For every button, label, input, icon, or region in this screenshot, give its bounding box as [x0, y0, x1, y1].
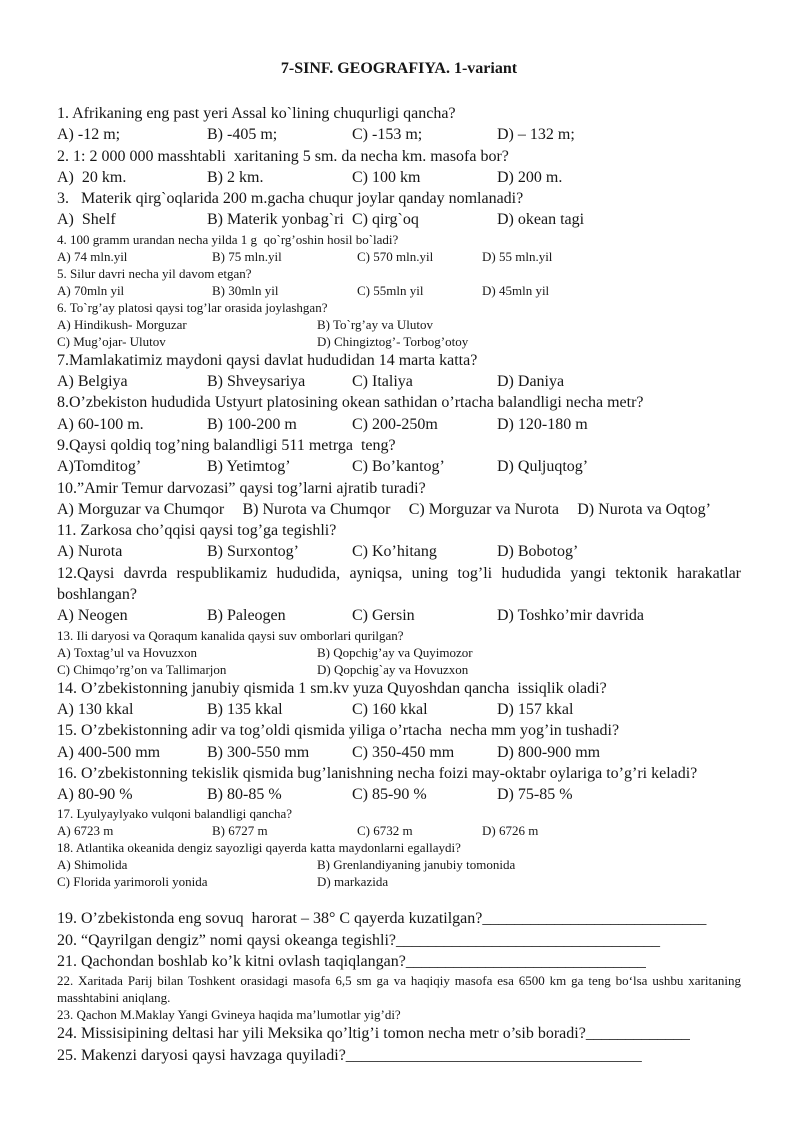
- option-C: C) 350-450 mm: [352, 743, 455, 761]
- options-row: [57, 456, 741, 477]
- option-A: A) Nurota: [57, 543, 123, 561]
- option-C: C) 200-250m: [352, 415, 438, 433]
- question-block: [57, 972, 741, 1006]
- option-B: B) Yetimtog’: [207, 458, 291, 476]
- options-row: [57, 371, 741, 392]
- option-A: A) 130 kkal: [57, 700, 134, 718]
- option-C: C) 570 mln.yil: [357, 248, 434, 264]
- option-D: D) Nurota va Oqtog’: [577, 500, 711, 518]
- question-block: [57, 1006, 741, 1023]
- option-D: D) 120-180 m: [497, 415, 588, 433]
- options-row: [57, 282, 741, 299]
- option-D: D) Chingiztog’- Torbog’otoy: [317, 333, 469, 349]
- question-text: 24. Missisipining deltasi har yili Meksika qo’ltig’i tomon necha metr o’sib boradi?_____________: [57, 1025, 690, 1043]
- options-row: [57, 784, 741, 805]
- question-text: 22. Xaritada Parij bilan Toshkent orasidagi masofa 6,5 sm ga va haqiqiy masofa esa 6500 km ga teng bo‘lsa ushbu xaritaning masshtabini aniqlang.: [57, 973, 741, 1006]
- question-block: [57, 188, 741, 231]
- option-D: D) Bobotog’: [497, 543, 579, 561]
- option-B: B) Qopchig’ay va Quyimozor: [317, 644, 473, 660]
- question-text: 4. 100 gramm urandan necha yilda 1 g qo`rg’oshin hosil bo`ladi?: [57, 231, 399, 247]
- question-block: [57, 763, 741, 806]
- question-block: [57, 520, 741, 563]
- option-A: A) 80-90 %: [57, 786, 133, 804]
- question-block: [57, 350, 741, 393]
- option-D: D) 55 mln.yil: [482, 248, 553, 264]
- option-D: D) 6726 m: [482, 823, 539, 839]
- option-C: C) -153 m;: [352, 126, 423, 144]
- question-block: [57, 392, 741, 435]
- question-text: 8.O’zbekiston hududida Ustyurt platosining okean sathidan o’rtacha balandligi necha metr?: [57, 394, 644, 412]
- option-C: C) 85-90 %: [352, 786, 427, 804]
- option-D: D) Toshko’mir davrida: [497, 607, 644, 625]
- option-C: C) 55mln yil: [357, 282, 424, 298]
- option-D: D) – 132 m;: [497, 126, 575, 144]
- question-block: [57, 1045, 741, 1066]
- question-text: 1. Afrikaning eng past yeri Assal ko`lining chuqurligi qancha?: [57, 105, 456, 122]
- option-A: A) Belgiya: [57, 373, 128, 391]
- question-block: [57, 839, 741, 890]
- option-A: A) 74 mln.yil: [57, 248, 128, 264]
- option-D: D) markazida: [317, 874, 389, 890]
- option-B: B) Grenlandiyaning janubiy tomonida: [317, 857, 516, 873]
- question-text: 21. Qachondan boshlab ko’k kitni ovlash taqiqlangan?______________________________: [57, 953, 646, 971]
- question-text: 12.Qaysi davrda respublikamiz hududida, ayniqsa, uning tog’li hududida yangi tektonik harakatlar boshlangan?: [57, 564, 741, 604]
- question-block: [57, 231, 741, 265]
- option-A: A) Hindikush- Morguzar: [57, 316, 187, 332]
- question-text: 5. Silur davri necha yil davom etgan?: [57, 265, 252, 281]
- question-block: [57, 146, 741, 189]
- question-block: [57, 627, 741, 678]
- options-row: [57, 822, 741, 839]
- option-A: A) Shimolida: [57, 857, 128, 873]
- option-D: D) Qopchig`ay va Hovuzxon: [317, 661, 469, 677]
- option-C: C) Italiya: [352, 373, 413, 391]
- option-D: D) 200 m.: [497, 168, 563, 186]
- question-text: 6. To`rg’ay platosi qaysi tog’lar orasida joylashgan?: [57, 299, 328, 315]
- option-C: C) 100 km: [352, 168, 421, 186]
- option-B: B) -405 m;: [207, 126, 278, 144]
- option-C: C) 6732 m: [357, 823, 413, 839]
- option-A: A) 400-500 mm: [57, 743, 161, 761]
- document-title: 7-SINF. GEOGRAFIYA. 1-variant: [280, 60, 518, 77]
- options-row: [57, 541, 741, 562]
- option-B: B) Materik yonbag`ri: [207, 211, 344, 229]
- question-block: [57, 720, 741, 763]
- option-A: A) 20 km.: [57, 168, 127, 186]
- question-block: [57, 103, 741, 146]
- option-D: D) 45mln yil: [482, 282, 550, 298]
- option-C: C) Florida yarimoroli yonida: [57, 874, 208, 890]
- option-C: C) Chimqo’rg’on va Tallimarjon: [57, 661, 227, 677]
- question-text: 19. O’zbekistonda eng sovuq harorat – 38° C qayerda kuzatilgan?____________________________: [57, 910, 707, 928]
- options-row: [57, 856, 741, 890]
- option-C: C) Gersin: [352, 607, 415, 625]
- option-B: B) Paleogen: [207, 607, 286, 625]
- question-text: 25. Makenzi daryosi qaysi havzaga quyiladi?_____________________________________: [57, 1046, 642, 1064]
- option-A: A) -12 m;: [57, 126, 121, 144]
- option-C: C) qirg`oq: [352, 211, 419, 229]
- question-text: 7.Mamlakatimiz maydoni qaysi davlat hududidan 14 marta katta?: [57, 351, 478, 369]
- options-row: [57, 742, 741, 763]
- option-D: D) Daniya: [497, 373, 565, 391]
- question-block: [57, 1023, 741, 1044]
- question-block: [57, 435, 741, 478]
- question-text: 2. 1: 2 000 000 masshtabli xaritaning 5 sm. da necha km. masofa bor?: [57, 147, 509, 165]
- option-A: A) Toxtag’ul va Hovuzxon: [57, 644, 198, 660]
- option-A: A) 70mln yil: [57, 282, 125, 298]
- option-D: D) Quljuqtog’: [497, 458, 589, 476]
- option-A: A) Neogen: [57, 607, 128, 625]
- option-D: D) okean tagi: [497, 211, 585, 229]
- options-row: [57, 124, 741, 145]
- question-text: 11. Zarkosa cho’qqisi qaysi tog’ga tegishli?: [57, 522, 337, 540]
- question-text: 9.Qaysi qoldiq tog’ning balandligi 511 metrga teng?: [57, 436, 396, 454]
- question-text: 3. Materik qirg`oqlarida 200 m.gacha chuqur joylar qanday nomlanadi?: [57, 190, 524, 208]
- option-B: B) 100-200 m: [207, 415, 297, 433]
- question-text: 23. Qachon M.Maklay Yangi Gvineya haqida ma’lumotlar yig’di?: [57, 1007, 401, 1023]
- option-B: B) 80-85 %: [207, 786, 282, 804]
- question-block: [57, 805, 741, 839]
- question-text: 13. Ili daryosi va Qoraqum kanalida qaysi suv omborlari qurilgan?: [57, 627, 404, 643]
- option-A: A) Shelf: [57, 211, 116, 229]
- option-C: C) Morguzar va Nurota: [408, 500, 560, 518]
- question-block: [57, 478, 741, 521]
- question-block: [57, 930, 741, 951]
- option-B: B) 2 km.: [207, 168, 264, 186]
- option-B: B) 6727 m: [212, 823, 268, 839]
- option-C: C) Ko’hitang: [352, 543, 437, 561]
- options-row: [57, 248, 741, 265]
- option-B: B) Nurota va Chumqor: [242, 500, 391, 518]
- options-row: [57, 414, 741, 435]
- option-B: B) 300-550 mm: [207, 743, 310, 761]
- option-B: B) 30mln yil: [212, 282, 279, 298]
- option-A: A) Morguzar va Chumqor: [57, 500, 225, 518]
- options-row: [57, 605, 741, 626]
- question-block: [57, 908, 741, 929]
- options-row: [57, 499, 741, 520]
- options-row: [57, 699, 741, 720]
- options-row: [57, 167, 741, 188]
- question-text: 10.”Amir Temur darvozasi” qaysi tog’larni ajratib turadi?: [57, 479, 426, 497]
- question-block: [57, 678, 741, 721]
- options-row: [57, 316, 741, 350]
- options-row: [57, 209, 741, 230]
- option-B: B) Shveysariya: [207, 373, 306, 391]
- question-text: 16. O’zbekistonning tekislik qismida bug’lanishning necha foizi may-oktabr oylariga to’g’ri keladi?: [57, 764, 698, 782]
- option-C: C) Bo’kantog’: [352, 458, 445, 476]
- options-row: [57, 644, 741, 678]
- option-B: B) Surxontog’: [207, 543, 299, 561]
- question-block: [57, 265, 741, 299]
- question-text: 17. Lyulyaylyako vulqoni balandligi qancha?: [57, 806, 293, 822]
- option-B: B) 75 mln.yil: [212, 248, 282, 264]
- option-A: A) 6723 m: [57, 823, 114, 839]
- question-block: [57, 563, 741, 627]
- question-block: [57, 951, 741, 972]
- option-C: C) 160 kkal: [352, 700, 428, 718]
- option-D: D) 157 kkal: [497, 700, 574, 718]
- option-B: B) 135 kkal: [207, 700, 283, 718]
- question-text: 18. Atlantika okeanida dengiz sayozligi qayerda katta maydonlarni egallaydi?: [57, 840, 461, 856]
- question-text: 15. O’zbekistonning adir va tog’oldi qismida yiliga o’rtacha necha mm yog’in tushadi?: [57, 722, 620, 740]
- option-D: D) 800-900 mm: [497, 743, 601, 761]
- question-block: [57, 299, 741, 350]
- option-A: A) 60-100 m.: [57, 415, 144, 433]
- question-text: 14. O’zbekistonning janubiy qismida 1 sm.kv yuza Quyoshdan qancha issiqlik oladi?: [57, 679, 607, 697]
- option-B: B) To`rg’ay va Ulutov: [317, 316, 433, 332]
- questions-container: [57, 103, 741, 1066]
- question-text: 20. “Qayrilgan dengiz” nomi qaysi okeanga tegishli?_________________________________: [57, 931, 661, 949]
- option-D: D) 75-85 %: [497, 786, 573, 804]
- option-C: C) Mug’ojar- Ulutov: [57, 333, 166, 349]
- option-A: A)Tomditog’: [57, 458, 142, 476]
